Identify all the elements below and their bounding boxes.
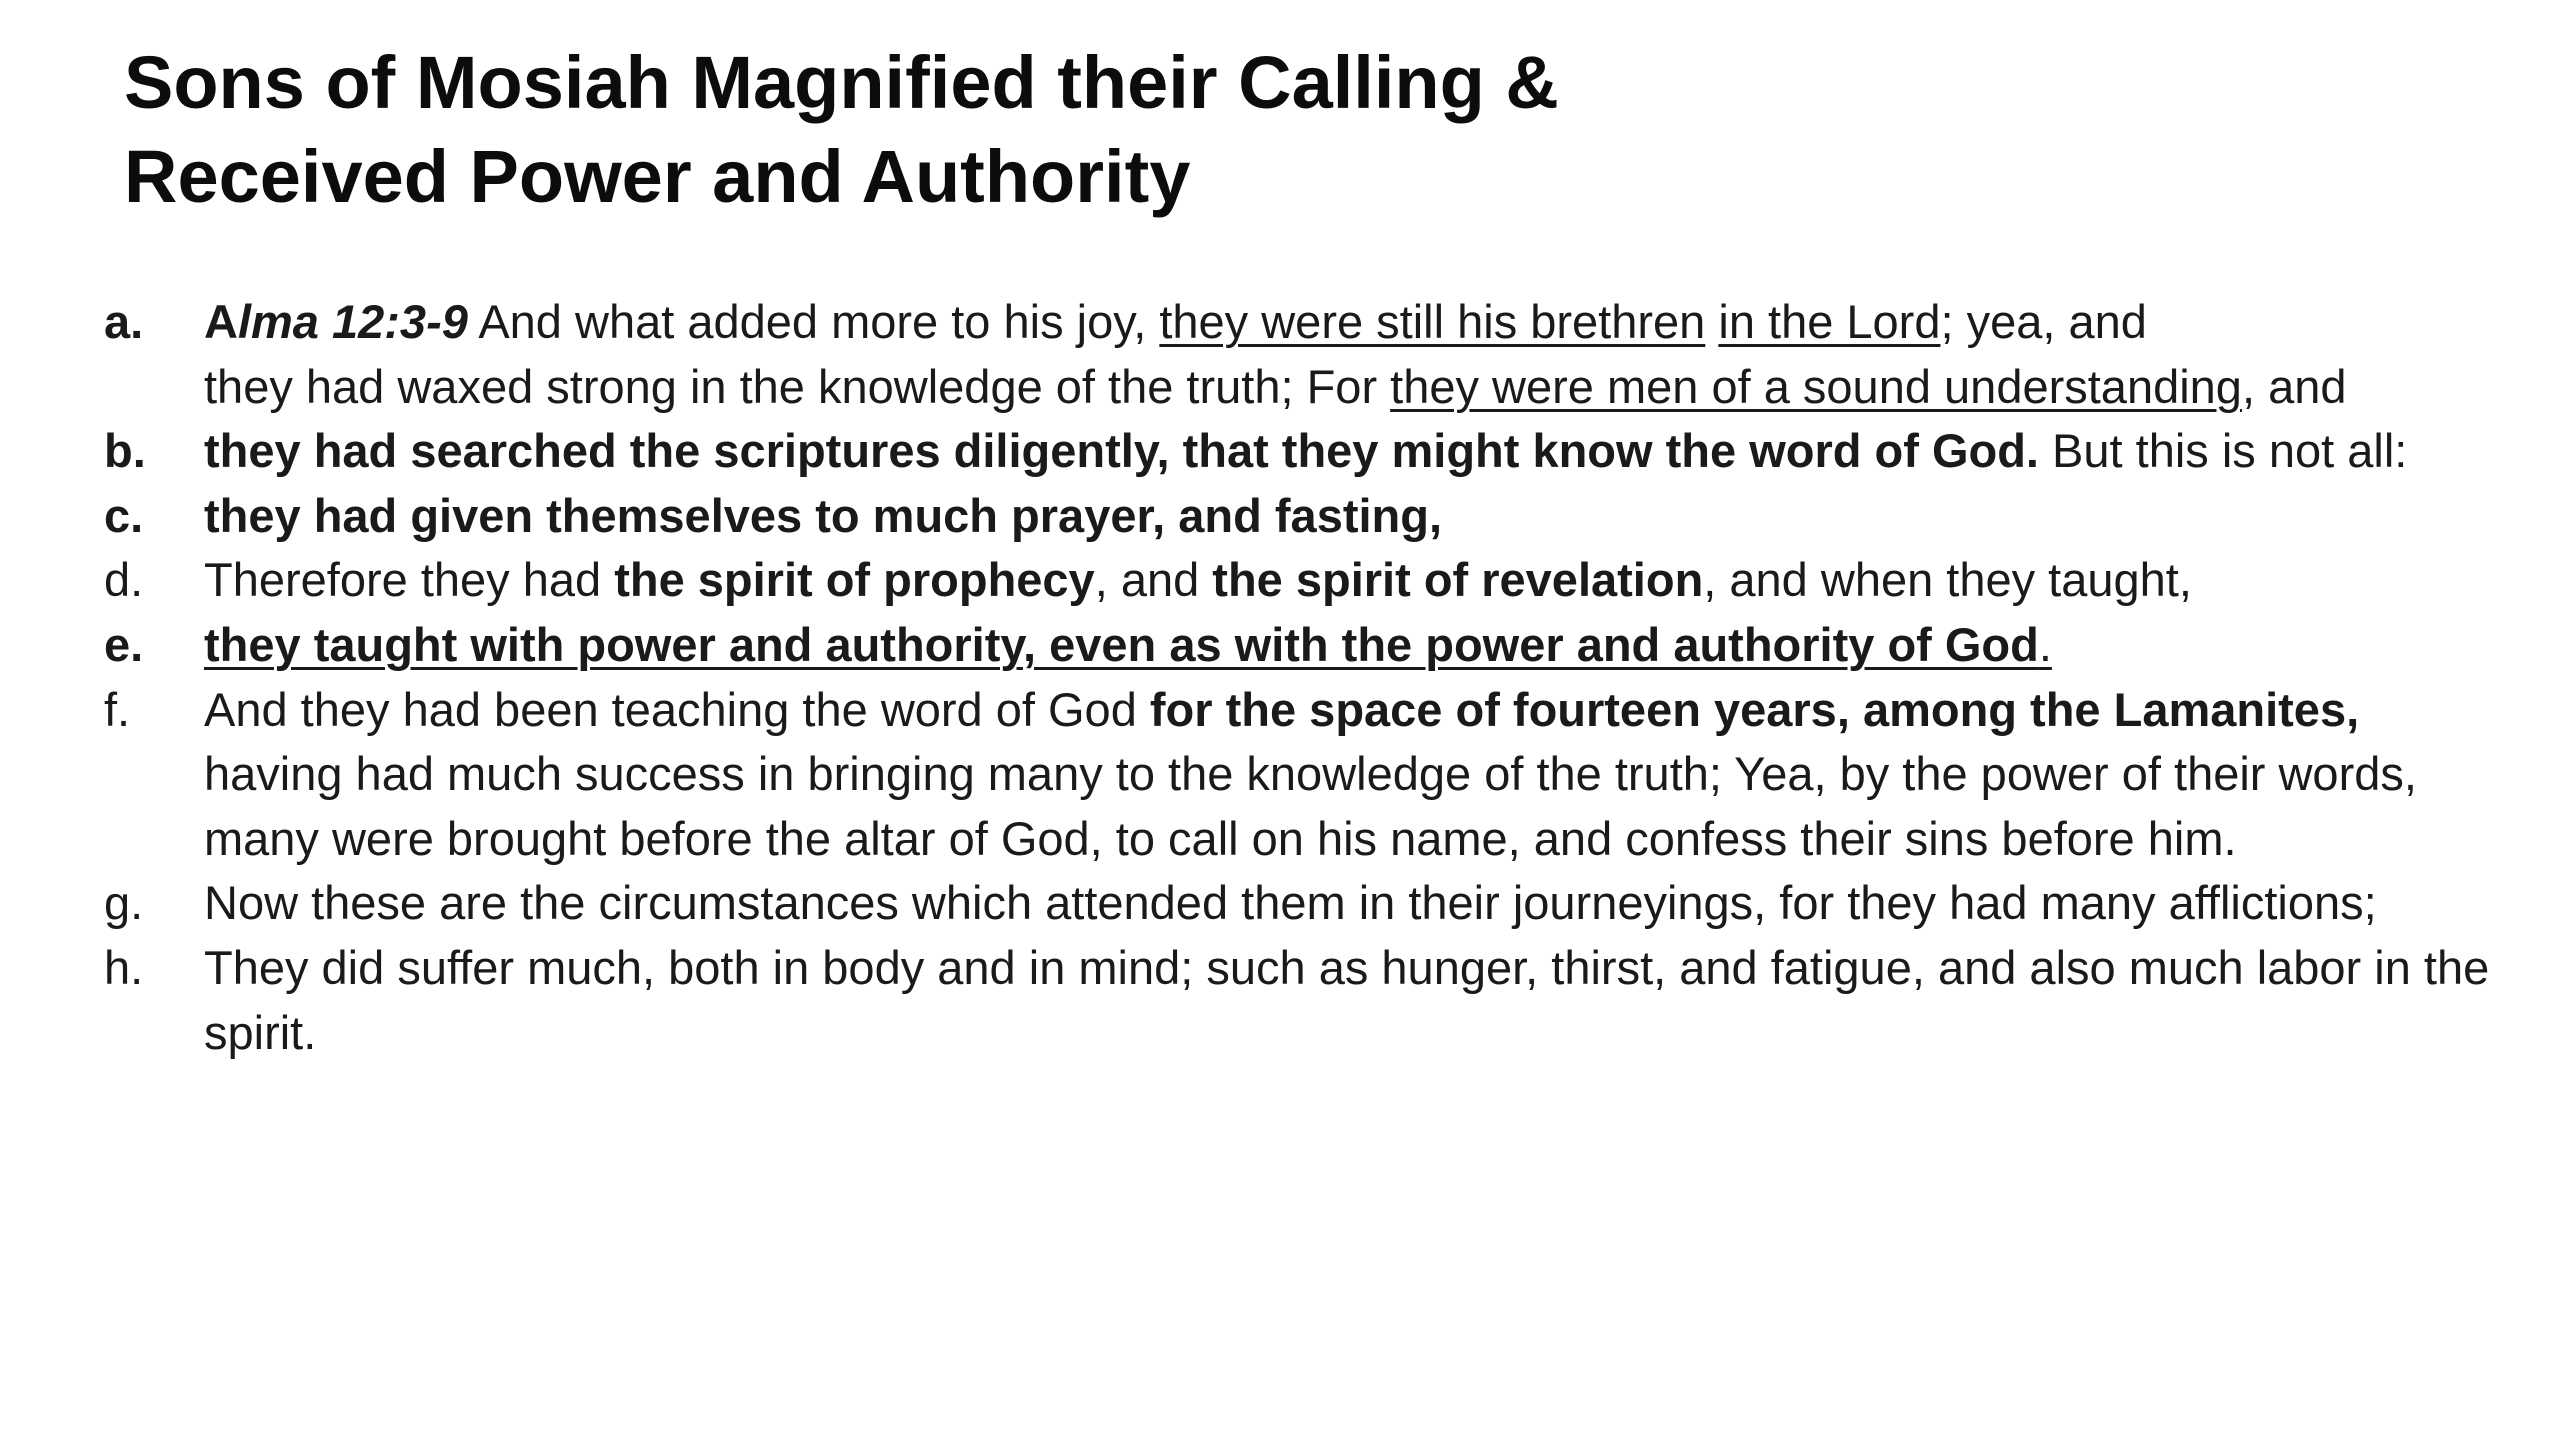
list-item-a (104, 290, 2504, 419)
item-text (204, 484, 2504, 549)
text-run: Therefore they had (204, 553, 615, 607)
bold-run: they had searched the scriptures diligently, that they might know the word of God. (204, 424, 2039, 478)
slide-title (124, 36, 2024, 224)
list-item-h (104, 936, 2504, 1065)
item-text (204, 419, 2504, 484)
item-text (204, 290, 2504, 419)
text-run: , and when they taught, (1703, 553, 2192, 607)
bold-run: for the space of fourteen years, among the Lamanites, (1149, 682, 2360, 736)
text-run: But this is not all: (2038, 424, 2408, 478)
item-text: Now these are the circumstances which attended them in their journeyings, for they had many afflictions; (204, 876, 2377, 930)
list-item-c (104, 484, 2504, 549)
list-item-f (104, 678, 2504, 872)
text-run: And they had been teaching the word of God (204, 682, 1150, 736)
item-letter: a. (104, 295, 144, 348)
item-text (204, 548, 2504, 613)
text-run (1705, 295, 1718, 348)
verse-list (104, 290, 2504, 1065)
title-line-2: Received Power and Authority (124, 135, 1191, 218)
scripture-ref: lma 12:3-9 (237, 295, 468, 348)
underlined-run: . (2038, 617, 2052, 671)
list-item-e (104, 613, 2504, 678)
bold-underlined-run: they taught with power and authority, even as with the power and authority of God (204, 617, 2039, 671)
bold-run: the spirit of revelation (1212, 553, 1704, 607)
underlined-run: they were men of a sound understanding (1390, 359, 2242, 413)
item-letter: f. (104, 682, 131, 736)
item-letter: d. (104, 553, 144, 607)
item-letter: c. (104, 488, 144, 542)
title-line-1: Sons of Mosiah Magnified their Calling & (124, 41, 1559, 124)
text-run: ; yea, and (1940, 295, 2147, 348)
item-text: They did suffer much, both in body and in mind; such as hunger, thirst, and fatigue, and also much labor in the spirit. (204, 940, 2490, 1059)
list-item-g (104, 871, 2504, 936)
item-text (204, 613, 2504, 678)
text-run: having had much success in bringing many to the knowledge of the truth; Yea, by the power of their words, many were brought before the altar of God, to call on his name, and confess their sins before him. (204, 747, 2417, 865)
scripture-ref-initial: A (204, 295, 238, 348)
text-run: , and (2241, 359, 2347, 413)
item-letter: b. (104, 424, 146, 478)
underlined-run: they were still his brethren (1159, 295, 1706, 348)
item-letter: h. (104, 940, 144, 994)
bold-run: the spirit of prophecy (614, 553, 1095, 607)
list-item-b (104, 419, 2504, 484)
text-run: And what added more to his joy, (467, 295, 1160, 348)
line-2 (204, 360, 2347, 413)
text-run: they had waxed strong in the knowledge of the truth; For (204, 359, 1391, 413)
text-run: , and (1094, 553, 1213, 607)
item-text (204, 678, 2504, 872)
item-letter: g. (104, 876, 144, 930)
underlined-run: in the Lord (1718, 295, 1941, 348)
list-item-d (104, 548, 2504, 613)
bold-run: they had given themselves to much prayer, and fasting, (204, 488, 1443, 542)
item-letter: e. (104, 617, 144, 671)
